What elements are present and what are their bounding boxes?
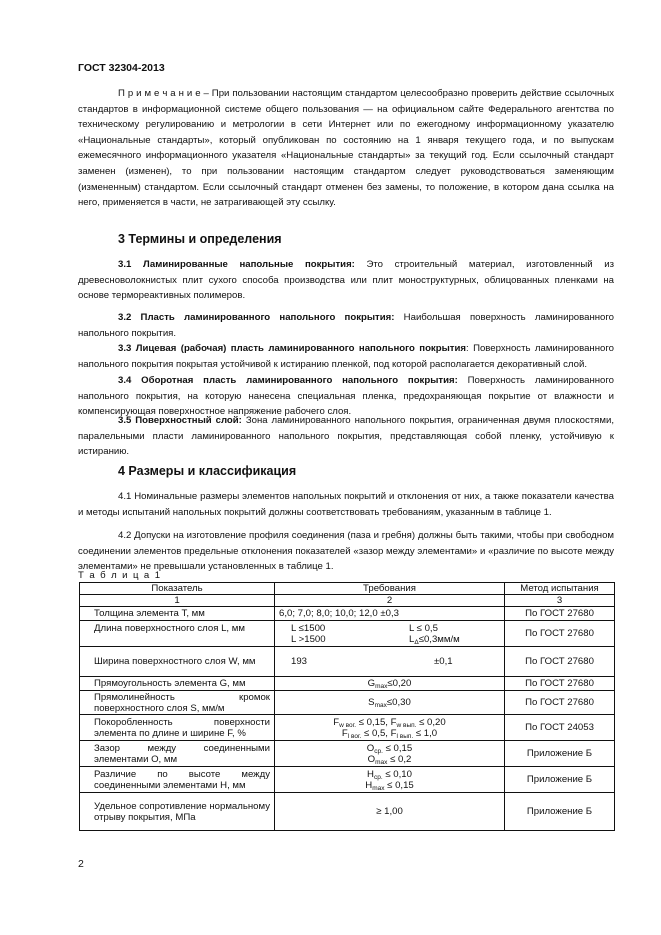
table-row: Различие по высоте между соединенными элементами Н, мм $Н_{ср.} \le 0,10$ $Н_{max} \le 0,15$ Приложение Б	[80, 767, 615, 793]
term-3-1: 3.1 Ламинированные напольные покрытия: Это строительный материал, изготовленный из древесноволокнистых плит сухого способа производства или плит моноструктурных, облицованных пленками на основе термореактивных полимеров.	[78, 259, 614, 302]
note-label: П р и м е ч а н и е	[118, 88, 201, 99]
term-3-2: 3.2 Пласть ламинированного напольного покрытия: Наибольшая поверхность ламинированного напольного покрытия.	[78, 312, 614, 339]
requirements-table	[79, 582, 615, 831]
note-text: – При пользовании настоящим стандартом целесообразно проверить действие ссылочных стандартов в информационной системе общего пользования — на официальном сайте Федерального агентства по техническому регулированию и метрологии в сети Интернет или по ежегодному информационному указателю «Национальные стандарты», который опубликован по состоянию на 1 января текущего года, и по выпускам ежемесячного информационного указателя «Национальные стандарты» за текущий год. Если ссылочный стандарт заменен (изменен), то при пользовании настоящим стандартом следует руководствоваться заменяющим (измененным) стандартом. Если ссылочный стандарт отменен без замены, то положение, в котором дана ссылка на него, применяется в части, не затрагивающей эту ссылку.	[78, 88, 614, 209]
table-header-row	[80, 583, 615, 595]
page-number: 2	[78, 858, 84, 870]
table-row: Длина поверхностного слоя L, мм L ≤1500 L ≤ 0,5 L >1500 $L_\Delta\le 0,3мм/м$ По ГОСТ 27680	[80, 621, 615, 647]
table-caption: Т а б л и ц а 1	[78, 570, 162, 581]
table-row: Прямолинейность кромок поверхностного слоя S, мм/м $S_{max}\le 0,30$ По ГОСТ 27680	[80, 691, 615, 715]
term-3-4: 3.4 Оборотная пласть ламинированного напольного покрытия: Поверхность ламинированного напольного покрытия, на которую нанесена специальная пленка, предохраняющая покрытие от влажности и компенсирующая поверхностное напряжение рабочего слоя.	[78, 375, 614, 418]
paragraph-4-2: 4.2 Допуски на изготовление профиля соединения (паза и гребня) должны быть такими, чтобы при свободном соединении элементов предельные отклонения показателей «зазор между элементами» и «различие по высоте между элементами» не превышали установленных в таблице 1.	[78, 530, 614, 573]
paragraph-4-1: 4.1 Номинальные размеры элементов напольных покрытий и отклонения от них, а также показатели качества и методы испытаний напольных покрытий должны соответствовать требованиям, указанным в таблице 1.	[78, 491, 614, 518]
document-code: ГОСТ 32304-2013	[78, 62, 165, 74]
section-4-heading: 4 Размеры и классификация	[118, 464, 297, 478]
table-row: Покоробленность поверхности элемента по длине и ширине F, % $F_{w вог.} \le 0,15$, $F_{w вып.} \le 0,20$ $F_{l вог.} \le 0,5$, $F_{l вып.} \le 1,0$ По ГОСТ 24053	[80, 715, 615, 741]
table-row: Зазор между соединенными элементами О, мм $О_{ср.} \le 0,15$ $О_{max} \le 0,2$ Приложение Б	[80, 741, 615, 767]
table-row: Прямоугольность элемента G, мм $G_{max}\le 0,20$ По ГОСТ 27680	[80, 677, 615, 691]
table-number-row: 1 2 3	[80, 595, 615, 607]
section-3-heading: 3 Термины и определения	[118, 232, 282, 246]
table-row: Толщина элемента Т, мм 6,0; 7,0; 8,0; 10,0; 12,0 ±0,3 По ГОСТ 27680	[80, 607, 615, 621]
table-row: Ширина поверхностного слоя W, мм 193 ±0,1 По ГОСТ 27680	[80, 647, 615, 677]
header-test-method: Метод испытания	[505, 583, 615, 595]
table-row: Удельное сопротивление нормальному отрыву покрытия, МПа ≥ 1,00 Приложение Б	[80, 793, 615, 831]
header-indicator: Показатель	[80, 583, 275, 595]
note-paragraph	[78, 86, 614, 211]
term-3-3: 3.3 Лицевая (рабочая) пласть ламинированного напольного покрытия: Поверхность ламинированного напольного покрытия покрытая устойчивой к истиранию пленкой, под которой располагается декоративный слой.	[78, 343, 614, 370]
header-requirements: Требования	[275, 583, 505, 595]
term-3-5: 3.5 Поверхностный слой: Зона ламинированного напольного покрытия, ограниченная двумя плоскостями, паралельными пласти ламинированного напольного покрытия, представляющая собой пленку, устойчивую к истиранию.	[78, 415, 614, 458]
